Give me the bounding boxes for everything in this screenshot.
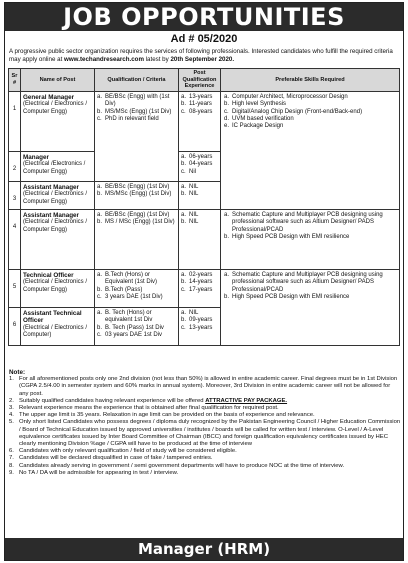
experience-cell bbox=[179, 209, 221, 269]
list-text: B. Tech (Hons) or equivalent 1st Div bbox=[105, 309, 153, 324]
list-text: Schematic Capture and Multiplayer PCB designing using professional software such as Altium Designer/ PADS Professional/PCAD bbox=[232, 211, 383, 233]
note-item bbox=[9, 376, 401, 398]
list-marker: b. bbox=[181, 161, 187, 168]
list-marker: c. bbox=[181, 286, 186, 293]
list-marker: c. bbox=[181, 168, 186, 175]
col-sr: Sr # bbox=[9, 69, 21, 92]
note-text: For all aforementioned posts only one 2nd division (not less than 50%) is allowed in entire academic career. Final degrees must be in 1st Division (CGPA 2.5/4.00 in semester system and 60% marks in annual system). Moreover, 3rd Division in entire academic career will not be allowed for any post. bbox=[19, 376, 398, 397]
experience-item bbox=[181, 272, 218, 279]
note-item bbox=[9, 412, 401, 419]
post-department: (Electrical / Electronics / Computer Engg) bbox=[23, 279, 88, 293]
list-text: 02-years bbox=[189, 271, 213, 278]
experience-item bbox=[181, 184, 218, 191]
post-cell bbox=[21, 91, 95, 151]
experience-item bbox=[181, 325, 218, 332]
list-text: MS/MSc (Engg) (1st Div) bbox=[105, 108, 172, 115]
experience-item bbox=[181, 212, 218, 219]
qualification-item bbox=[97, 212, 176, 219]
apply-url[interactable]: www.techandresearch.com bbox=[64, 56, 144, 64]
list-marker: b. bbox=[224, 101, 230, 108]
list-marker: b. bbox=[181, 219, 187, 226]
pay-package-emphasis: ATTRACTIVE PAY PACKAGE. bbox=[205, 397, 288, 404]
table-body bbox=[9, 91, 400, 345]
skills-cell bbox=[221, 209, 400, 269]
col-experience: Post Qualification Experience bbox=[179, 69, 221, 92]
experience-item bbox=[181, 154, 218, 161]
list-marker: a. bbox=[181, 211, 187, 218]
skill-item bbox=[224, 212, 396, 234]
qualification-item bbox=[97, 219, 176, 226]
sr-cell: 6 bbox=[9, 307, 21, 345]
list-marker: b. bbox=[97, 324, 103, 331]
list-text: 3 years DAE (1st Div) bbox=[105, 294, 163, 300]
list-marker: a. bbox=[181, 153, 187, 160]
list-text: NIL bbox=[189, 211, 199, 218]
list-marker: a. bbox=[97, 211, 103, 218]
list-text: IC Package Design bbox=[232, 123, 284, 130]
note-number: 2. bbox=[9, 397, 14, 404]
qualification-item bbox=[97, 294, 176, 301]
post-title: Assistant Manager bbox=[23, 183, 79, 191]
list-marker: b. bbox=[181, 101, 187, 108]
qualification-item bbox=[97, 116, 176, 123]
list-marker: a. bbox=[97, 93, 103, 100]
sr-cell: 1 bbox=[9, 91, 21, 151]
list-marker: e. bbox=[224, 123, 230, 130]
skill-item bbox=[224, 123, 396, 130]
list-text: B.Tech (Pass) bbox=[105, 286, 143, 293]
experience-item bbox=[181, 109, 218, 116]
deadline: 20th September 2020. bbox=[170, 56, 235, 64]
signatory: Manager (HRM) bbox=[5, 538, 403, 560]
note-item bbox=[9, 455, 401, 462]
table-row bbox=[9, 269, 400, 307]
skills-cell bbox=[221, 269, 400, 345]
list-text: NIL bbox=[189, 219, 199, 226]
note-number: 6. bbox=[9, 448, 14, 455]
qualification-item bbox=[97, 184, 176, 191]
list-text: High Speed PCB Design with EMI resilience bbox=[232, 234, 350, 240]
intro-text: A progressive public sector organization requires the services of following professionals. Interested candidates who fulfill the required criteria may apply online at bbox=[9, 48, 393, 64]
skill-item bbox=[224, 294, 396, 301]
list-text: 13-years bbox=[189, 324, 213, 331]
qualification-cell bbox=[95, 91, 179, 181]
experience-cell bbox=[179, 269, 221, 307]
list-text: MS/MSc (Engg) (1st Div) bbox=[105, 191, 172, 198]
experience-cell bbox=[179, 151, 221, 181]
list-marker: b. bbox=[97, 108, 103, 115]
list-marker: c. bbox=[181, 324, 186, 331]
qualification-cell bbox=[95, 181, 179, 209]
post-title: Manager bbox=[23, 153, 49, 161]
skills-cell bbox=[221, 91, 400, 209]
list-marker: a. bbox=[224, 271, 230, 278]
jobs-table bbox=[8, 68, 400, 346]
post-title: General Manager bbox=[23, 93, 75, 101]
table-header-row bbox=[9, 69, 400, 92]
list-marker: a. bbox=[97, 309, 103, 316]
list-text: NIL bbox=[189, 183, 199, 190]
col-skills: Preferable Skills Required bbox=[221, 69, 400, 92]
note-text: Relevant experience means the experience that is obtained after final qualification for required post. bbox=[19, 405, 279, 412]
list-text: 06-years bbox=[189, 153, 213, 160]
post-title: Technical Officer bbox=[23, 271, 74, 279]
list-text: NIL bbox=[189, 191, 199, 198]
experience-item bbox=[181, 169, 218, 176]
experience-item bbox=[181, 94, 218, 101]
list-text: BE/BSc (Engg) (1st Div) bbox=[105, 183, 170, 190]
list-text: High level Synthesis bbox=[232, 101, 287, 108]
note-text: The upper age limit is 35 years. Relaxation in age limit can be provided on the basis of experience and relevance. bbox=[19, 412, 315, 419]
note-text: Candidates will be declared disqualified in case of fake / tampered entries. bbox=[19, 455, 213, 462]
list-marker: b. bbox=[181, 317, 187, 324]
notes-list bbox=[9, 376, 401, 477]
note-text-part: Suitably qualified candidates having relevant experience will be offered bbox=[19, 397, 206, 404]
note-text: Candidates with only relevant qualification / field of study will be considered eligible. bbox=[19, 448, 237, 455]
qualification-item bbox=[97, 109, 176, 116]
list-text: Computer Architect, Microprocessor Design bbox=[232, 93, 348, 100]
skill-item bbox=[224, 234, 396, 241]
list-text: 14-years bbox=[189, 279, 213, 286]
list-marker: a. bbox=[181, 183, 187, 190]
list-marker: a. bbox=[97, 183, 103, 190]
list-text: NIL bbox=[189, 309, 199, 316]
list-text: PhD in relevant field bbox=[105, 116, 159, 122]
list-marker: a. bbox=[224, 211, 230, 218]
list-marker: b. bbox=[224, 234, 230, 240]
list-marker: c. bbox=[97, 116, 102, 122]
list-marker: c. bbox=[97, 332, 102, 338]
list-marker: a. bbox=[181, 309, 187, 316]
list-text: UVM based verification bbox=[232, 116, 294, 122]
post-department: (Electrical /Electronics / Computer Engg) bbox=[23, 161, 86, 175]
experience-item bbox=[181, 317, 218, 324]
list-marker: b. bbox=[97, 286, 103, 293]
list-marker: b. bbox=[97, 191, 103, 198]
notes-section bbox=[9, 369, 401, 477]
qualification-item bbox=[97, 332, 176, 339]
post-title: Assistant Manager bbox=[23, 211, 79, 219]
sr-cell: 5 bbox=[9, 269, 21, 307]
sr-cell: 4 bbox=[9, 209, 21, 269]
list-text: Nil bbox=[189, 168, 196, 175]
skill-item bbox=[224, 116, 396, 123]
post-cell bbox=[21, 307, 95, 345]
list-text: 13-years bbox=[189, 93, 213, 100]
table-row bbox=[9, 91, 400, 151]
list-marker: c. bbox=[97, 294, 102, 300]
post-department: (Electrical / Electronics / Computer) bbox=[23, 324, 88, 338]
list-marker: c. bbox=[224, 108, 229, 115]
experience-cell bbox=[179, 91, 221, 151]
qualification-cell bbox=[95, 209, 179, 269]
list-marker: b. bbox=[181, 279, 187, 286]
skill-item bbox=[224, 109, 396, 116]
job-advertisement bbox=[4, 2, 404, 561]
note-number: 9. bbox=[9, 469, 14, 476]
list-text: High Speed PCB Design with EMI resilience bbox=[232, 294, 350, 300]
note-number: 1. bbox=[9, 376, 14, 383]
experience-item bbox=[181, 101, 218, 108]
list-marker: b. bbox=[224, 294, 230, 300]
qualification-item bbox=[97, 325, 176, 332]
post-department: (Electrical / Electronics / Computer Engg) bbox=[23, 219, 88, 233]
list-text: MS / MSc (Engg) (1st Div) bbox=[105, 219, 175, 226]
list-text: 11-years bbox=[189, 101, 212, 108]
table-row bbox=[9, 209, 400, 269]
note-item bbox=[9, 463, 401, 470]
note-text: Only short listed Candidates who possess degrees / diploma duly recognized by the Pakistan Engineering Council / Higher Education Commission / Board of Technical Education issued by approved universities / institutes / boards will be called for written test / interview. O-Level / A-Level equivalence certificates issued by Inter Board Committee of Chairman (IBCC) and foreign qualification equivalency certificates issued by HEC clearly mentioning Division %age / CGPA will have to be produced at the time of interview bbox=[19, 419, 401, 448]
note-number: 5. bbox=[9, 419, 14, 426]
list-marker: a. bbox=[181, 271, 187, 278]
intro-paragraph bbox=[9, 48, 401, 64]
note-item bbox=[9, 448, 401, 455]
post-cell bbox=[21, 269, 95, 307]
list-text: 08-years bbox=[189, 108, 213, 115]
qualification-item bbox=[97, 94, 176, 109]
experience-item bbox=[181, 279, 218, 286]
experience-item bbox=[181, 191, 218, 198]
qualification-item bbox=[97, 272, 176, 287]
ad-number: Ad # 05/2020 bbox=[170, 33, 238, 45]
skill-item bbox=[224, 272, 396, 294]
post-department: (Electrical / Electronics / Computer Engg) bbox=[23, 101, 88, 115]
list-marker: d. bbox=[224, 116, 230, 122]
experience-item bbox=[181, 310, 218, 317]
list-text: 04-years bbox=[189, 161, 213, 168]
experience-cell bbox=[179, 181, 221, 209]
skill-item bbox=[224, 101, 396, 108]
note-item bbox=[9, 470, 401, 477]
list-marker: a. bbox=[97, 271, 103, 278]
qualification-item bbox=[97, 287, 176, 294]
list-marker: b. bbox=[97, 219, 103, 226]
list-text: 03 years DAE 1st Div bbox=[105, 332, 163, 338]
post-cell bbox=[21, 151, 95, 181]
list-marker: a. bbox=[181, 93, 187, 100]
skill-item bbox=[224, 94, 396, 101]
list-text: B. Tech (Pass) 1st Div bbox=[105, 324, 164, 331]
list-text: 09-years bbox=[189, 317, 213, 324]
sr-cell: 3 bbox=[9, 181, 21, 209]
experience-cell bbox=[179, 307, 221, 345]
list-text: 17-years bbox=[189, 286, 213, 293]
experience-item bbox=[181, 219, 218, 226]
col-qualification: Qualification / Criteria bbox=[95, 69, 179, 92]
experience-item bbox=[181, 287, 218, 294]
experience-item bbox=[181, 161, 218, 168]
note-number: 3. bbox=[9, 405, 14, 412]
list-text: B.Tech (Hons) or Equivalent (1st Div) bbox=[105, 271, 158, 286]
qualification-cell bbox=[95, 269, 179, 307]
post-cell bbox=[21, 181, 95, 209]
post-cell bbox=[21, 209, 95, 269]
note-text: No TA / DA will be admissible for appearing in test / interview. bbox=[19, 469, 179, 476]
post-title: Assistant Technical Officer bbox=[23, 309, 82, 325]
note-item bbox=[9, 419, 401, 448]
sr-cell: 2 bbox=[9, 151, 21, 181]
post-department: (Electrical / Electronics / Computer Engg) bbox=[23, 191, 88, 205]
list-text: BE/BSc (Engg) (1st Div) bbox=[105, 211, 170, 218]
note-number: 4. bbox=[9, 412, 14, 419]
list-marker: a. bbox=[224, 93, 230, 100]
qualification-cell bbox=[95, 307, 179, 345]
col-post: Name of Post bbox=[21, 69, 95, 92]
ad-title: JOB OPPORTUNITIES bbox=[5, 3, 403, 31]
list-text: Schematic Capture and Multiplayer PCB designing using professional software such as Altium Designer/ PADS Professional/PCAD bbox=[232, 271, 383, 293]
intro-text-middle: latest by bbox=[143, 56, 171, 64]
qualification-item bbox=[97, 310, 176, 325]
note-number: 8. bbox=[9, 462, 14, 469]
note-number: 7. bbox=[9, 455, 14, 462]
qualification-item bbox=[97, 191, 176, 198]
list-text: BE/BSc (Engg) with (1st Div) bbox=[105, 93, 170, 108]
list-text: Digital/Analog Chip Design (Front-end/Back-end) bbox=[232, 108, 363, 115]
note-item bbox=[9, 405, 401, 412]
list-marker: c. bbox=[181, 108, 186, 115]
note-item bbox=[9, 398, 401, 405]
note-text bbox=[19, 398, 401, 405]
list-marker: b. bbox=[181, 191, 187, 198]
note-text: Candidates already serving in government / semi government departments will have to produce NOC at the time of interview. bbox=[19, 462, 345, 469]
notes-title: Note: bbox=[9, 369, 26, 376]
